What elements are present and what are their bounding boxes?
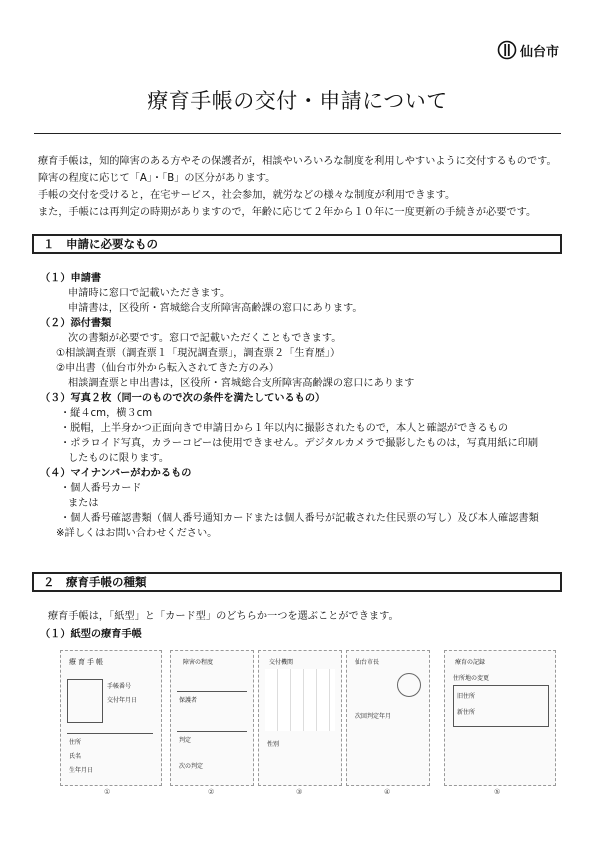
item-line: または <box>68 498 99 509</box>
page-number: ② <box>208 788 215 796</box>
item-line: ・個人番号確認書類（個人番号通知カードまたは個人番号が記載された住民票の写し）及び本人確認書類 <box>60 513 539 524</box>
item-line: 相談調査票と申出書は，区役所・宮城総合支所障害高齢課の窓口にあります <box>68 378 415 389</box>
item-line: ・縦４cm，横３cm <box>60 408 153 419</box>
item-line: 申請書は，区役所・宮城総合支所障害高齢課の窓口にあります。 <box>68 303 363 314</box>
card-label: 新住所 <box>457 709 476 716</box>
item-line: ※詳しくはお問い合わせください。 <box>56 528 218 539</box>
item-title: （１）申請書 <box>40 273 102 284</box>
item-line: ①相談調査票（調査票１「現況調査票」，調査票２「生育歴」） <box>56 348 341 359</box>
card-label: 療育手帳 <box>69 658 105 666</box>
section-heading: １ 申請に必要なもの <box>32 234 562 254</box>
card-label: 住所地の変更 <box>453 675 490 682</box>
requirements-list <box>40 271 539 541</box>
card-label: 手帳番号 <box>107 683 132 690</box>
card-label: 障害の程度 <box>183 659 214 666</box>
page-number: ① <box>104 788 111 796</box>
item-line: 次の書類が必要です。窓口で記載いただくこともできます。 <box>68 333 342 344</box>
sendai-emblem-icon <box>497 40 517 60</box>
card-label: 生年月日 <box>69 767 94 774</box>
item-line: ・脱帽，上半身かつ正面向きで申請日から１年以内に撮影されたもので，本人と確認ができるもの <box>60 423 509 434</box>
handbook-cover-image <box>60 650 162 786</box>
city-name: 仙台市 <box>520 44 560 60</box>
item-line: 申請時に窓口で記載いただきます。 <box>68 288 231 299</box>
item-line: ・個人番号カード <box>60 483 142 494</box>
card-label: 仙台市長 <box>355 659 380 666</box>
card-label: 旧住所 <box>457 693 476 700</box>
page-number: ③ <box>296 788 303 796</box>
card-label: 住所 <box>69 739 82 746</box>
page-number: ⑤ <box>494 788 501 796</box>
card-label: 次の判定 <box>179 763 204 770</box>
card-label: 氏名 <box>69 753 82 760</box>
city-logo <box>497 40 559 60</box>
table-lines <box>265 669 335 731</box>
intro-paragraph: また，手帳には再判定の時期がありますので，年齢に応じて２年から１０年に一度更新の手続きが必要です。 <box>38 207 537 218</box>
item-title: （４）マイナンバーがわかるもの <box>40 468 192 479</box>
handbook-page-image <box>346 650 430 786</box>
photo-box <box>67 679 103 723</box>
seal-icon <box>397 673 421 697</box>
card-label: 交付機関 <box>269 659 294 666</box>
page-number: ④ <box>384 788 391 796</box>
card-label: 療育の記録 <box>455 659 486 666</box>
card-label: 次回判定年月 <box>355 713 392 720</box>
page-title: 療育手帳の交付・申請について <box>147 89 448 113</box>
handbook-page-image <box>170 650 254 786</box>
card-label: 保護者 <box>179 697 198 704</box>
item-title: （３）写真２枚（同一のもので次の条件を満たしているもの） <box>40 393 326 404</box>
item-line: したものに限ります。 <box>68 453 170 464</box>
card-label: 性別 <box>267 741 280 748</box>
handbook-page-image <box>258 650 342 786</box>
section-heading: ２ 療育手帳の種類 <box>32 572 562 592</box>
item-title: （２）添付書類 <box>40 318 112 329</box>
item-line: ②申出書（仙台市外から転入されてきた方のみ） <box>56 363 280 374</box>
card-label: 判定 <box>179 737 192 744</box>
item-line: ・ポラロイド写真，カラーコピーは使用できません。デジタルカメラで撮影したものは，写真用紙に印刷 <box>60 438 539 449</box>
handbook-page-image <box>444 650 556 786</box>
intro-text <box>38 153 558 221</box>
intro-paragraph: 手帳の交付を受けると，在宅サービス，社会参加，就労などの様々な制度が利用できます。 <box>38 190 456 201</box>
card-label: 交付年月日 <box>107 697 138 704</box>
title-divider <box>34 133 561 134</box>
subsection-title: （１）紙型の療育手帳 <box>40 629 142 640</box>
paper-handbook-images <box>60 650 558 796</box>
intro-paragraph: 療育手帳は，知的障害のある方やその保護者が，相談やいろいろな制度を利用しやすいように交付するものです。障害の程度に応じて「A」・「B」の区分があります。 <box>38 156 557 184</box>
section-text: 療育手帳は，「紙型」と「カード型」のどちらか一つを選ぶことができます。 <box>48 611 399 622</box>
